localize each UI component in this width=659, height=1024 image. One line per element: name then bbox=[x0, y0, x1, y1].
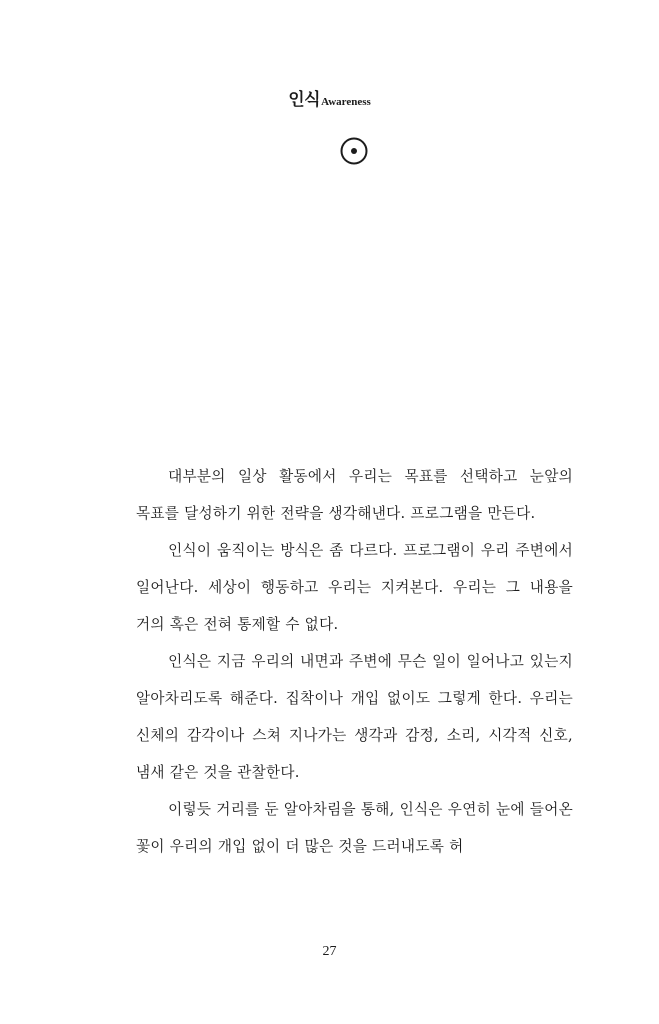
body-text bbox=[136, 458, 573, 865]
chapter-header bbox=[0, 88, 659, 114]
paragraph-2: 인식이 움직이는 방식은 좀 다르다. 프로그램이 우리 주변에서 일어난다. 세상이 행동하고 우리는 지켜본다. 우리는 그 내용을 거의 혹은 전혀 통제할 수 없다. bbox=[136, 542, 573, 633]
paragraph-3: 인식은 지금 우리의 내면과 주변에 무슨 일이 일어나고 있는지 알아차리도록 해준다. 집착이나 개입 없이도 그렇게 한다. 우리는 신체의 감각이나 스쳐 지나가는 생각과 감정, 소리, 시각적 신호, 냄새 같은 것을 관찰한다. bbox=[136, 653, 573, 781]
circled-dot-icon bbox=[340, 137, 368, 165]
chapter-title: 인식 bbox=[288, 90, 321, 110]
chapter-subtitle: Awareness bbox=[321, 96, 371, 108]
page-number: 27 bbox=[322, 944, 337, 959]
paragraph-1: 대부분의 일상 활동에서 우리는 목표를 선택하고 눈앞의 목표를 달성하기 위한 전략을 생각해낸다. 프로그램을 만든다. bbox=[136, 468, 573, 522]
paragraph-4: 이렇듯 거리를 둔 알아차림을 통해, 인식은 우연히 눈에 들어온 꽃이 우리의 개입 없이 더 많은 것을 드러내도록 허 bbox=[136, 801, 573, 855]
